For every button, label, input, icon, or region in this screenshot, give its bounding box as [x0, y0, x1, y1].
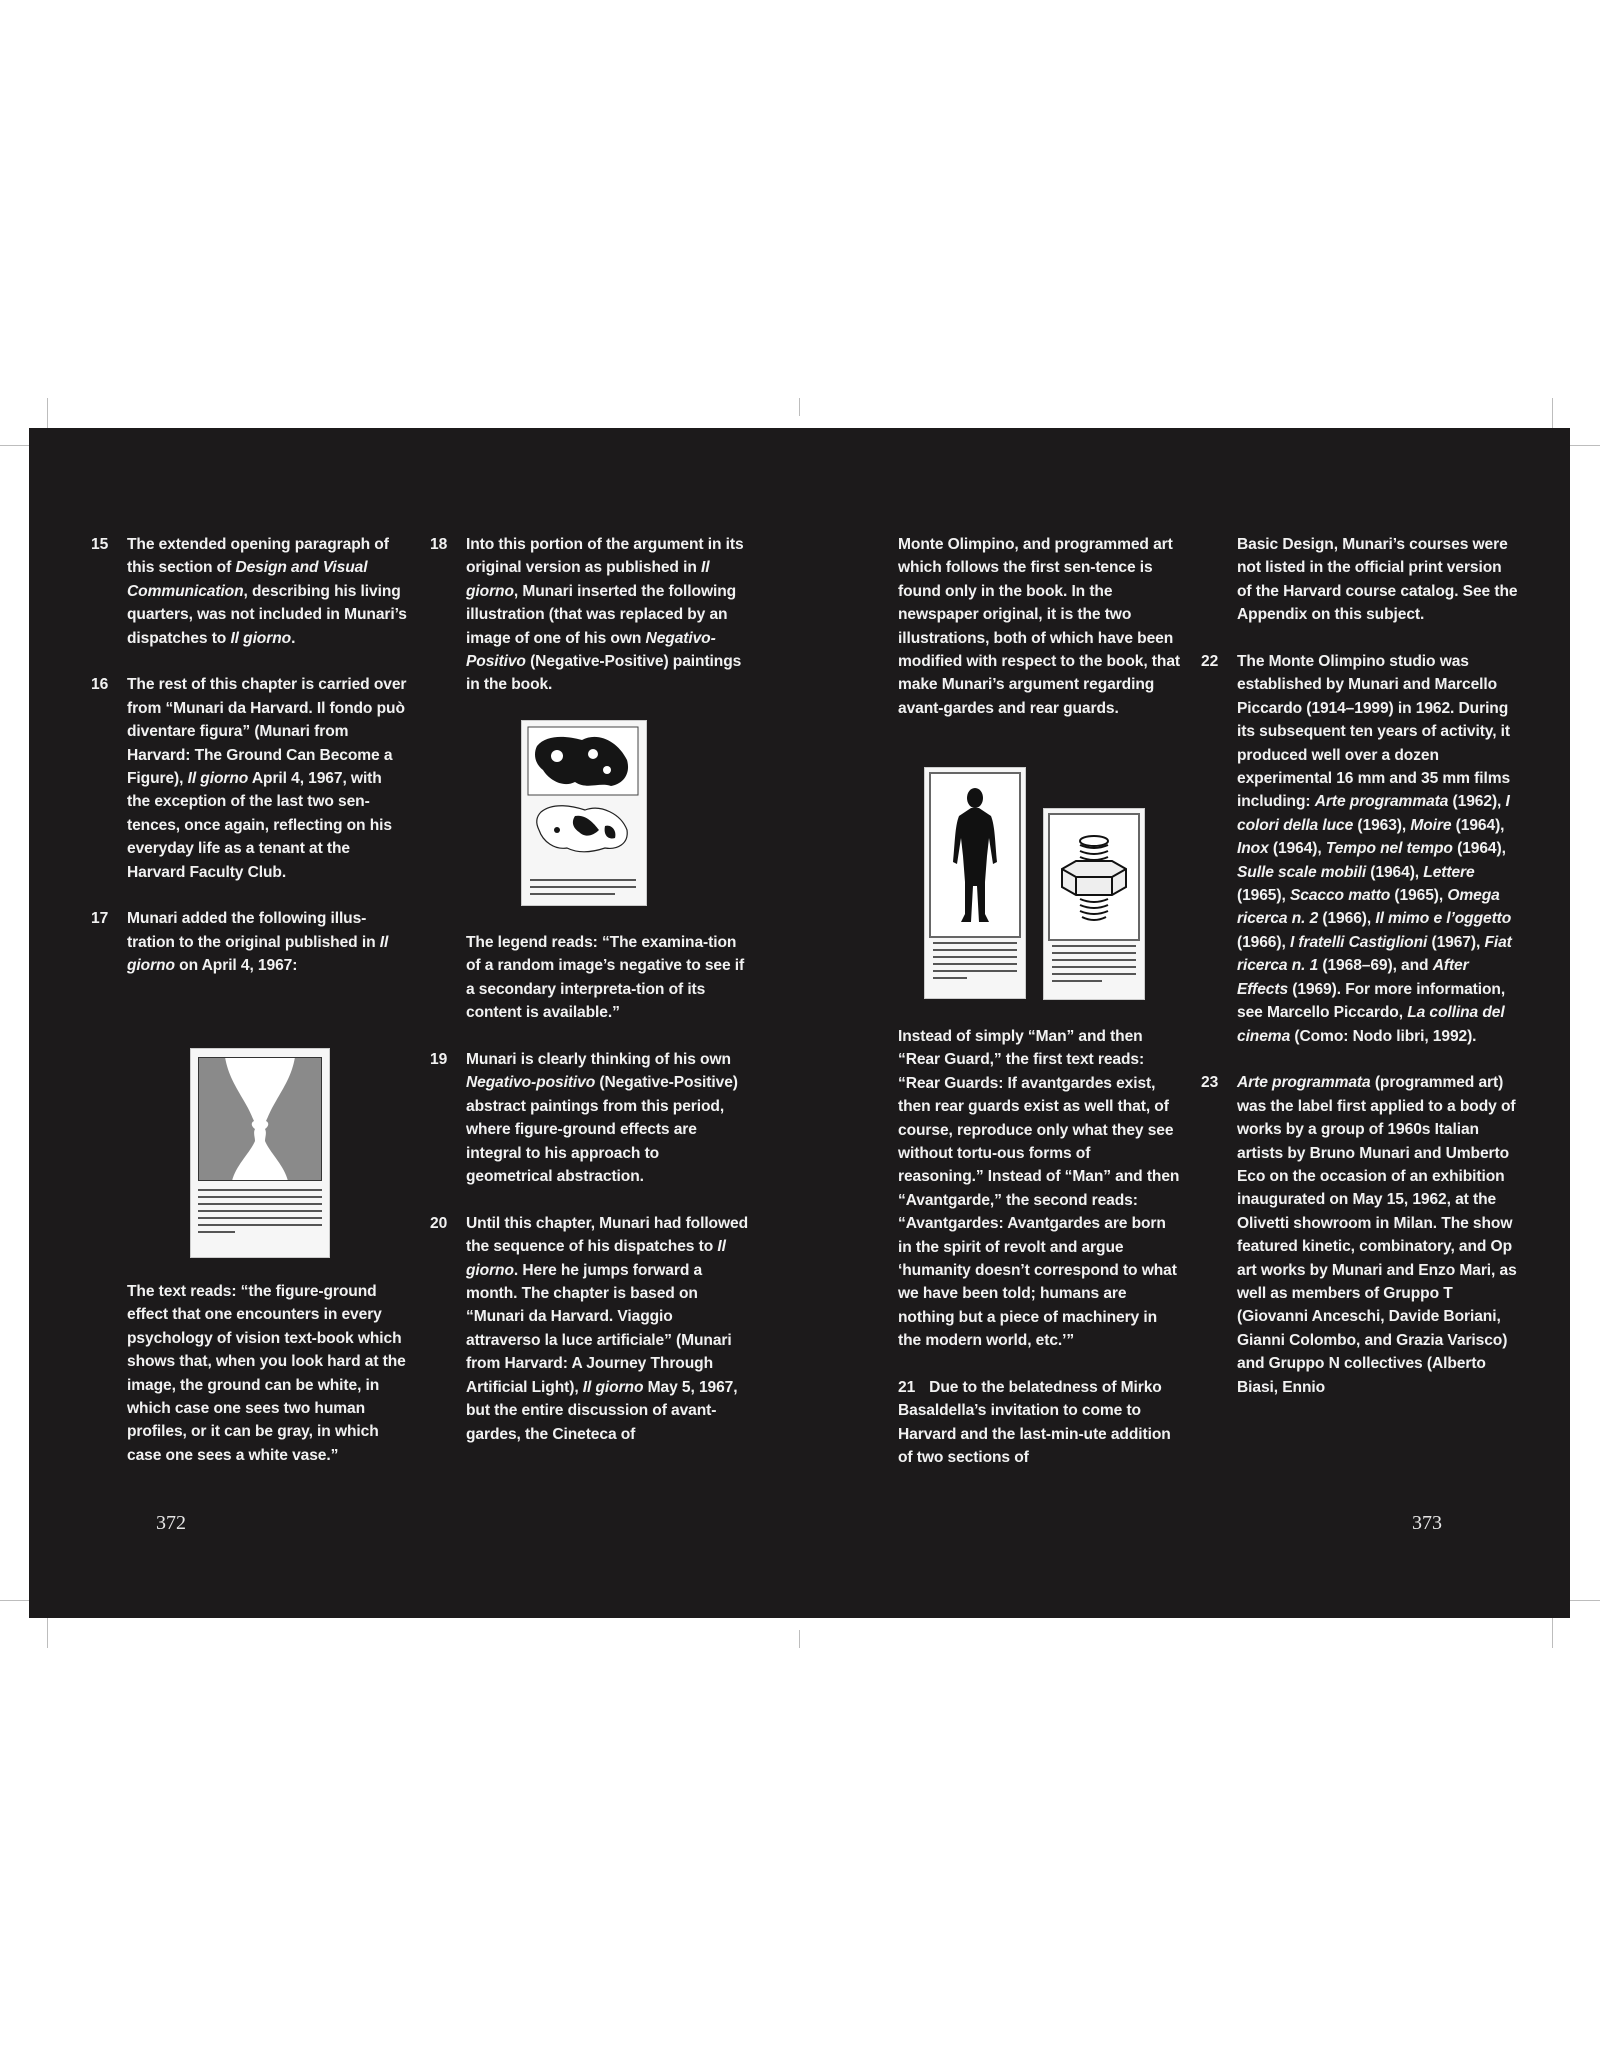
avanguardia-illustration — [1043, 808, 1145, 1000]
endnote-text: Into this portion of the argument in its original version as published in Il giorno, Munari inserted the following illustration (that was replaced by an image of one of his own Negativo-Positivo (Negative-Positive) paintings in the book. — [466, 536, 744, 694]
negative-image-illustration — [521, 720, 647, 906]
endnote-number: 19 — [430, 1051, 448, 1069]
endnote-number: 15 — [91, 536, 109, 553]
endnote-19 — [430, 1048, 748, 1188]
endnote-number: 17 — [91, 910, 109, 928]
crop-mark — [0, 445, 29, 446]
endnotes-column-2 — [430, 533, 748, 720]
figure-translation-20: Instead of simply “Man” and then “Rear Guard,” the first text reads: “Rear Guards: If avantgardes exist, then rear guards exist as well that, of course, reproduce only what they see without tortu-ous forms of reasoning.” Instead of “Man” and then “Avantgarde,” the second reads: “Avantgardes: Avantgardes are born in the spirit of revolt and argue ‘humanity doesn’t correspond to what we have been told; humans are nothing but a piece of machinery in the modern world, etc.’” — [898, 1028, 1180, 1350]
endnotes-column-3-continued — [898, 1025, 1180, 1493]
rubin-vase-illustration — [190, 1048, 330, 1258]
crop-mark — [47, 1618, 48, 1648]
crop-mark — [799, 1630, 800, 1648]
figure-caption — [530, 879, 636, 900]
crop-mark — [1570, 1600, 1600, 1601]
endnote-text: The rest of this chapter is carried over from “Munari da Harvard. Il fondo può diventare figura” (Munari from Harvard: The Ground Can Become a Figure), Il giorno April 4, 1967, with the exception of the last two sen-tences, once again, reflecting on his everyday life as a tenant at the Harvard Faculty Club. — [127, 676, 407, 881]
endnote-text: Due to the belatedness of Mirko Basaldella’s invitation to come to Harvard and the last-min-ute addition of two sections of — [898, 1379, 1171, 1467]
crop-mark — [47, 398, 48, 428]
endnote-text: The extended opening paragraph of this section of Design and Visual Communication, describing his living quarters, was not included in Munari’s dispatches to Il giorno. — [127, 536, 407, 647]
figure-translation-text: The text reads: “the figure-ground effect that one encounters in every psychology of vision text-book which shows that, when you look hard at the image, the ground can be white, in which case one sees two human profiles, or it can be gray, in which case one sees a white vase.” — [127, 1283, 406, 1464]
page-number-left: 372 — [156, 1512, 186, 1534]
crop-mark — [1552, 1618, 1553, 1648]
endnote-number: 21 — [898, 1379, 916, 1397]
endnotes-column-3 — [898, 533, 1180, 720]
endnote-17 — [91, 907, 409, 977]
crop-mark — [1552, 398, 1553, 428]
endnote-text: Arte programmata (programmed art) was the label first applied to a body of works by a group of 1960s Italian artists by Bruno Munari and Umberto Eco on the occasion of an exhibition inaugurated on May 15, 1962, at the Olivetti showroom in Milan. The show featured kinetic, combinatory, and Op art works by Munari and Enzo Mari, as well as members of Gruppo T (Giovanni Anceschi, Davide Boriani, Gianni Colombo, and Grazia Varisco) and Gruppo N collectives (Alberto Biasi, Ennio — [1237, 1074, 1517, 1396]
endnote-16 — [91, 673, 409, 884]
endnote-number: 18 — [430, 536, 448, 553]
endnote-number: 20 — [430, 1214, 448, 1232]
endnote-number: 22 — [1201, 653, 1219, 671]
endnote-15 — [91, 533, 409, 650]
endnote-text: The Monte Olimpino studio was established by Munari and Marcello Piccardo (1914–1999) in 1962. During its subsequent ten years of activity, it produced well over a dozen experimental 16 mm and 35 mm films including: Arte programmata (1962), I colori della luce (1963), Moire (1964), Inox (1964), Tempo nel tempo (1964), Sulle scale mobili (1964), Lettere (1965), Scacco matto (1965), Omega ricerca n. 2 (1966), Il mimo e l’oggetto (1966), I fratelli Castiglioni (1967), Fiat ricerca n. 1 (1968–69), and After Effects (1969). For more information, see Marcello Piccardo, La collina del cinema (Como: Nodo libri, 1992). — [1237, 653, 1512, 1045]
figure-translation-17 — [127, 1280, 409, 1467]
endnote-21-continuation: Basic Design, Munari’s courses were not listed in the official print version of the Harvard course catalog. See the Appendix on this subject. — [1237, 536, 1518, 624]
endnote-text: Munari added the following illus-tration to the original published in Il giorno on April 4, 1967: — [127, 910, 389, 975]
page-number-right: 373 — [1412, 1512, 1442, 1534]
endnote-number: 23 — [1201, 1074, 1219, 1092]
vase-faces-image — [198, 1057, 322, 1181]
figure-translation-18: The legend reads: “The examina-tion of a random image’s negative to see if a secondary interpreta-tion of its content is available.” — [466, 934, 745, 1022]
retroguardia-illustration — [924, 767, 1026, 999]
endnote-22 — [1201, 650, 1519, 1048]
figure-caption — [933, 942, 1017, 984]
endnote-text: Munari is clearly thinking of his own Negativo-positivo (Negative-Positive) abstract paintings from this period, where figure-ground effects are integral to his approach to geometrical abstraction. — [466, 1051, 738, 1186]
human-figure-image — [945, 786, 1005, 926]
crop-mark — [799, 398, 800, 416]
endnote-number: 16 — [91, 676, 109, 694]
endnote-23 — [1201, 1071, 1519, 1399]
crop-mark — [0, 1600, 29, 1601]
bolt-and-nut-image — [1054, 829, 1134, 929]
endnote-21 — [898, 1376, 1180, 1470]
endnote-text: Until this chapter, Munari had followed the sequence of his dispatches to Il giorno. Here he jumps forward a month. The chapter is based on “Munari da Harvard. Viaggio attraverso la luce artificiale” (Munari from Harvard: A Journey Through Artificial Light), Il giorno May 5, 1967, but the entire discussion of avant-gardes, the Cineteca of — [466, 1214, 749, 1443]
endnote-18 — [430, 533, 748, 697]
crop-mark — [1570, 445, 1600, 446]
endnote-20-continuation: Monte Olimpino, and programmed art which follows the first sen-tence is found only in the book. In the newspaper original, it is the two illustrations, both of which have been modified with respect to the book, that make Munari’s argument regarding avant-gardes and rear guards. — [898, 536, 1180, 717]
endnotes-column-2-continued — [430, 931, 749, 1469]
endnotes-column-4 — [1201, 533, 1519, 1422]
figure-caption — [198, 1189, 322, 1238]
negative-blot-image — [527, 726, 639, 876]
endnote-20 — [430, 1212, 749, 1446]
figure-caption — [1052, 945, 1136, 987]
endnotes-column-1 — [91, 533, 409, 978]
